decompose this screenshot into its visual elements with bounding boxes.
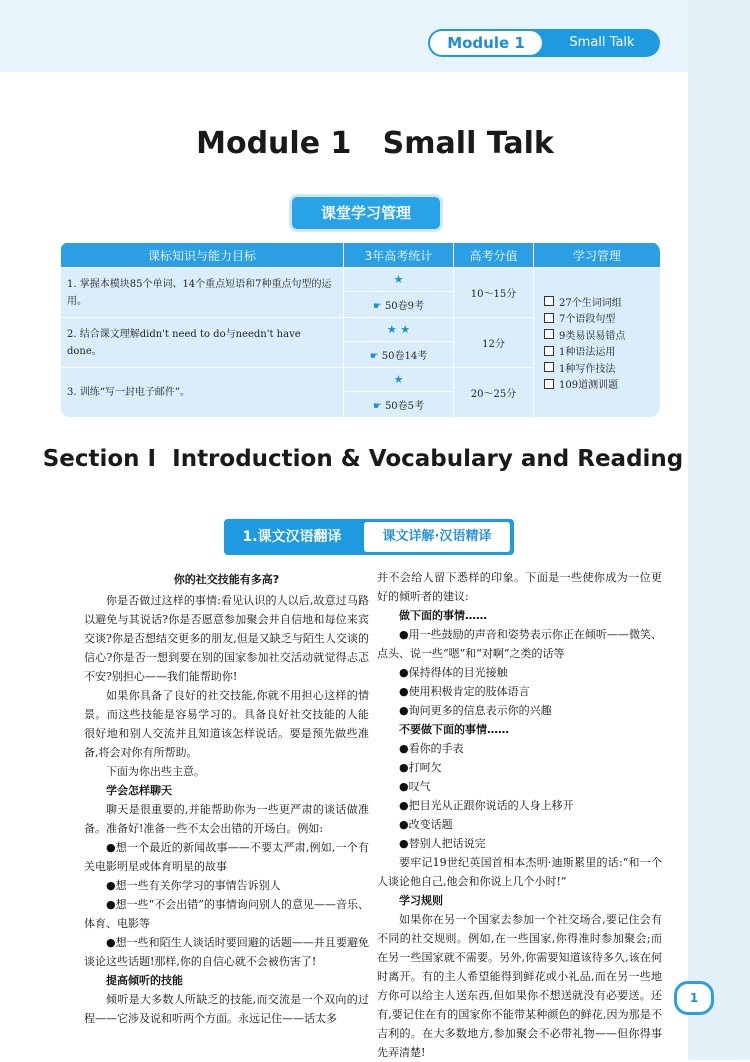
checklist-cell bbox=[534, 268, 661, 418]
article-column-right bbox=[377, 568, 662, 1062]
bullet-item: ●叹气 bbox=[399, 780, 431, 793]
score-cell: 10～15分 bbox=[454, 268, 534, 318]
subheading: 学习规则 bbox=[399, 894, 443, 907]
checklist-item[interactable]: 1种写作技法 bbox=[544, 359, 654, 376]
col-header-score: 高考分值 bbox=[454, 243, 534, 268]
article-title: 你的社交技能有多高? bbox=[173, 573, 280, 586]
bullet-item: ●保持得体的目光接触 bbox=[399, 666, 508, 679]
bullet-item: ●用一些鼓励的声音和姿势表示你正在倾听——微笑、点头、说一些“嗯”和“对啊”之类的话等 bbox=[377, 628, 662, 660]
col-header-stats: 3年高考统计 bbox=[344, 243, 454, 268]
checklist-item[interactable]: 7个语段句型 bbox=[544, 310, 654, 327]
bullet-item: ●想一些有关你学习的事情告诉别人 bbox=[106, 879, 281, 892]
paragraph: 如果你在另一个国家去参加一个社交场合,要记住会有不同的社交规则。例如,在一些国家,你得准时参加聚会;而在另一些国家就不需要。另外,你需要知道该待多久,该在何时离开。有的主人希望能得到鲜花或小礼品,而在另一些地方你可以给主人送东西,但如果你不想送就没有必要送。还有,要记住在有的国家你不能带某种颜色的鲜花,因为那是不吉利的。在大多数地方,参加聚会不必带礼物——但你得事先弄清楚! bbox=[377, 913, 662, 1059]
paragraph: 如果你具备了良好的社交技能,你就不用担心这样的情景。而这些技能是容易学习的。具备良好社交技能的人能很好地和别人交流并且知道该怎样说话。要是预先做些准备,将会对你有所帮助。 bbox=[84, 689, 369, 759]
paragraph: 下面为你出些主意。 bbox=[106, 765, 205, 778]
checkbox-icon[interactable] bbox=[544, 379, 554, 389]
subheading: 学会怎样聊天 bbox=[106, 784, 172, 797]
pointing-hand-icon: ☛ bbox=[372, 401, 382, 413]
checkbox-icon[interactable] bbox=[544, 329, 554, 339]
goal-cell: 3. 训练“写一封电子邮件”。 bbox=[61, 368, 344, 418]
translation-banner bbox=[224, 519, 514, 555]
banner-label: 1.课文汉语翻译 bbox=[242, 529, 342, 545]
paragraph: 要牢记19世纪英国首相本杰明·迪斯累里的话:“和一个人谈论他自己,他会和你说上几个小时!” bbox=[377, 856, 662, 888]
bullet-item: ●看你的手表 bbox=[399, 742, 464, 755]
goal-cell: 2. 结合课文理解didn't need to do与needn't have done。 bbox=[61, 318, 344, 368]
subheading: 做下面的事情…… bbox=[399, 609, 487, 622]
module-label: Module 1 bbox=[430, 31, 542, 55]
checklist-item[interactable]: 1种语法运用 bbox=[544, 343, 654, 360]
checklist-item[interactable]: 109道测训题 bbox=[544, 376, 654, 393]
bullet-item: ●打呵欠 bbox=[399, 761, 442, 774]
exam-count-cell: ☛ 50卷14考 bbox=[344, 342, 454, 368]
goal-cell: 1. 掌握本模块85个单词、14个重点短语和7种重点句型的运用。 bbox=[61, 268, 344, 318]
pointing-hand-icon: ☛ bbox=[372, 301, 382, 313]
bullet-item: ●改变话题 bbox=[399, 818, 453, 831]
subheading: 提高倾听的技能 bbox=[106, 974, 183, 987]
star-rating: ★ ★ bbox=[344, 318, 454, 342]
bullet-item: ●想一些“不会出错”的事情询问别人的意见——音乐、体育、电影等 bbox=[84, 898, 369, 930]
pointing-hand-icon: ☛ bbox=[369, 351, 379, 363]
star-rating: ★ bbox=[344, 268, 454, 292]
exam-count-cell: ☛ 50卷9考 bbox=[344, 292, 454, 318]
section-title: Section Ⅰ Introduction & Vocabulary and Reading bbox=[42, 446, 684, 472]
module-title: Small Talk bbox=[569, 35, 635, 50]
article-column-left bbox=[84, 568, 369, 1028]
star-rating: ★ bbox=[344, 368, 454, 392]
col-header-management: 学习管理 bbox=[534, 243, 661, 268]
checklist-item[interactable]: 27个生词词组 bbox=[544, 293, 654, 310]
learning-management-heading: 课堂学习管理 bbox=[292, 197, 440, 229]
bullet-item: ●询问更多的信息表示你的兴趣 bbox=[399, 704, 552, 717]
score-cell: 20～25分 bbox=[454, 368, 534, 418]
checkbox-icon[interactable] bbox=[544, 346, 554, 356]
page-title: Module 1 Small Talk bbox=[196, 126, 554, 161]
subheading: 不要做下面的事情…… bbox=[399, 723, 509, 736]
running-header bbox=[428, 29, 660, 57]
score-cell: 12分 bbox=[454, 318, 534, 368]
bullet-item: ●替别人把话说完 bbox=[399, 837, 486, 850]
exam-count-cell: ☛ 50卷5考 bbox=[344, 392, 454, 417]
paragraph: 你是否做过这样的事情:看见认识的人以后,故意过马路以避免与其说话?你是否愿意参加聚会并自信地和每位来宾交谈?你是否想结交更多的朋友,但是又缺乏与陌生人交谈的信心?你是否一想到要在别的国家参加社交活动就觉得忐忑不安?别担心——我们能帮助你! bbox=[84, 594, 369, 683]
checkbox-icon[interactable] bbox=[544, 362, 554, 372]
checklist-item[interactable]: 9类易误易错点 bbox=[544, 326, 654, 343]
banner-subtitle: 课文详解·汉语精译 bbox=[364, 522, 510, 552]
study-plan-table bbox=[60, 242, 660, 417]
bullet-item: ●想一个最近的新闻故事——不要太严肃,例如,一个有关电影明星或体育明星的故事 bbox=[84, 841, 369, 873]
paragraph: 倾听是大多数人所缺乏的技能,而交流是一个双向的过程——它涉及说和听两个方面。永远记住——话太多 bbox=[84, 993, 369, 1025]
page-number: 1 bbox=[674, 981, 714, 1015]
bullet-item: ●想一些和陌生人谈话时要回避的话题——并且要避免谈论这些话题!那样,你的自信心就不会被伤害了! bbox=[84, 936, 369, 968]
checkbox-icon[interactable] bbox=[544, 313, 554, 323]
col-header-goals: 课标知识与能力目标 bbox=[61, 243, 344, 268]
checkbox-icon[interactable] bbox=[544, 296, 554, 306]
paragraph: 聊天是很重要的,并能帮助你为一些更严肃的谈话做准备。准备好!准备一些不太会出错的开场白。例如: bbox=[84, 803, 369, 835]
bullet-item: ●使用积极肯定的肢体语言 bbox=[399, 685, 530, 698]
bullet-item: ●把目光从正跟你说话的人身上移开 bbox=[399, 799, 574, 812]
paragraph: 并不会给人留下悉样的印象。下面是一些使你成为一位更好的倾听者的建议: bbox=[377, 571, 662, 603]
